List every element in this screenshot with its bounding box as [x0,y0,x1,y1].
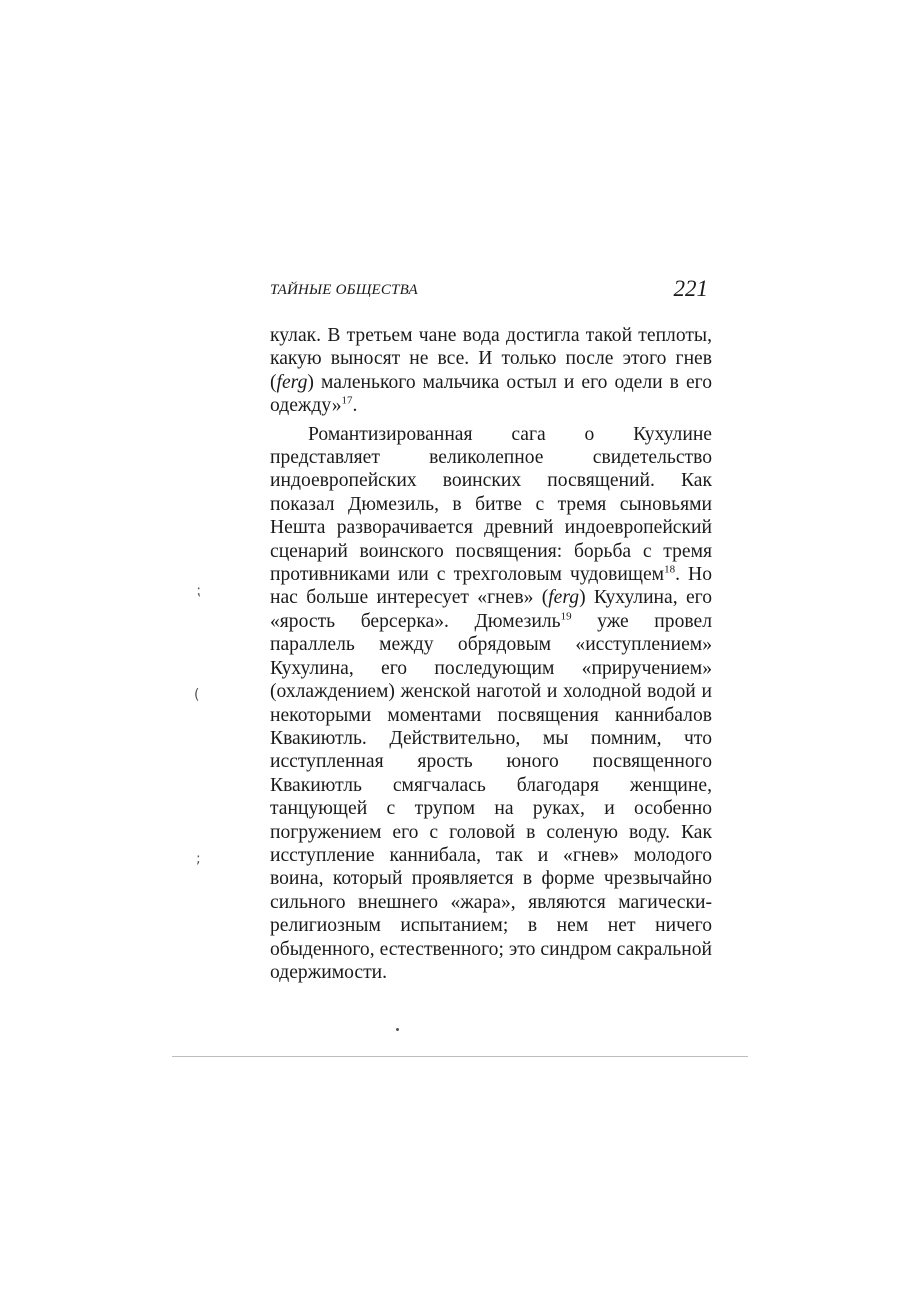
paragraph-1 [270,324,712,418]
margin-mark: ( [194,687,200,703]
term-ferg: ferg [548,587,580,609]
margin-mark: ; [196,851,201,867]
running-head: ТАЙНЫЕ ОБЩЕСТВА [270,282,418,298]
paragraph-2 [270,423,712,985]
body-text [270,324,712,984]
margin-mark: ⁏ [196,583,201,599]
footnote-ref-18: 18 [664,563,676,576]
paragraph-2-text-d: уже провел параллель между обрядовым «исступлением» Кухулина, его последующим «приручением» (охлаждением) женской наготой и холодной водой и некоторыми моментами посвящения каннибалов Квакиютль. Действительно, мы помним, что исступленная ярость юного посвященного Квакиютль смягчалась благодаря женщине, танцующей с трупом на руках, и особенно погружением его с головой в соленую воду. Как исступление каннибала, так и «гнев» молодого воина, который проявляется в форме чрезвычайно сильного внешнего «жара», являются магически-религиозным испытанием; в нем нет ничего обыденного, естественного; это синдром сакральной одержимости. [270,610,712,983]
scan-speck [396,1028,399,1031]
bottom-rule [172,1056,748,1057]
paragraph-1-text-c: . [352,395,358,417]
footnote-ref-19: 19 [560,610,572,623]
footnote-ref-17: 17 [341,394,353,407]
paragraph-2-text-c: ) Кухулина, его «ярость берсерка». Дюмезиль [270,587,712,632]
paragraph-2-text-b: . Но нас больше интересует «гнев» ( [270,564,713,609]
term-ferg: ferg [276,371,308,393]
paragraph-2-text-a: Романтизированная сага о Кухулине представляет великолепное свидетельство индоевропейских воинских посвящений. Как показал Дюмезиль, в битве с тремя сыновьями Нешта разворачивается древний индоевропейский сценарий воинского посвящения: борьба с тремя противниками или с трехголовым чудовищем [270,423,712,586]
page-header [270,276,712,310]
paragraph-1-text-a: кулак. В третьем чане вода достигла такой теплоты, какую выносят не все. И только после этого гнев ( [270,325,712,393]
paragraph-1-text-b: ) маленького мальчика остыл и его одели в его одежду» [270,371,712,417]
page-number: 221 [673,276,708,301]
